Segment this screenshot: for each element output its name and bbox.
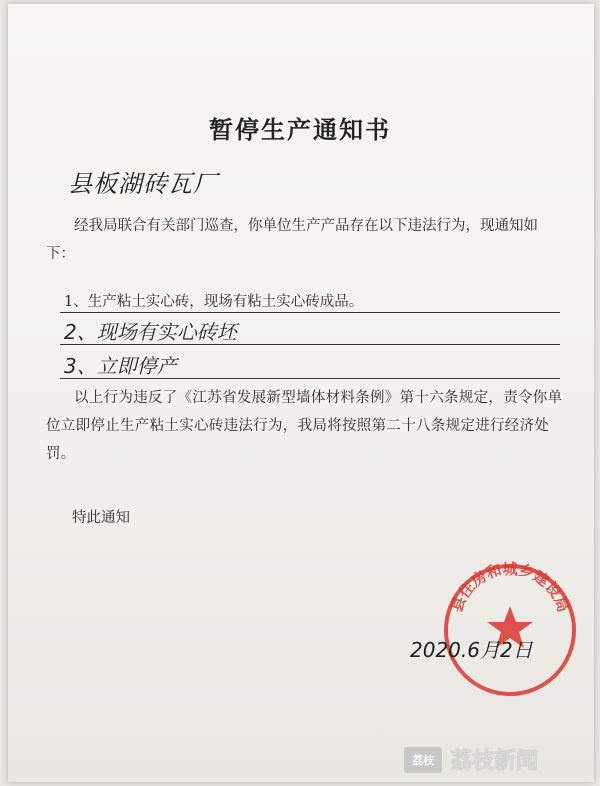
body-paragraph: 以上行为违反了《江苏省发展新型墙体材料条例》第十六条规定，责令你单位立即停止生产粘土实心砖违法行为，我局将按照第二十八条规定进行经济处罚。 [46,390,563,462]
official-seal-stamp [440,560,580,700]
violation-item-2: 2、现场有实心砖坯 [64,320,237,344]
violation-item-3: 3、立即停产 [64,354,177,378]
closing-text: 特此通知 [72,510,130,526]
item-underline [60,344,560,345]
news-watermark [404,744,538,775]
intro-paragraph: 经我局联合有关部门巡查，你单位生产产品存在以下违法行为，现通知如下： [46,218,538,262]
recipient-name: 县板湖砖瓦厂 [68,170,218,198]
lizhi-logo-icon: 荔枝 [404,747,442,773]
item-underline [60,312,560,313]
document-title: 暂停生产通知书 [209,115,391,144]
signature-date: 2020.6月2日 [410,638,533,662]
violation-item-1: 1、生产粘土实心砖，现场有粘土实心砖成品。 [64,294,364,310]
item-underline [60,378,560,379]
brand-name: 荔枝新闻 [450,749,539,774]
seal-text: 县住房和城乡建设局 [447,560,573,615]
